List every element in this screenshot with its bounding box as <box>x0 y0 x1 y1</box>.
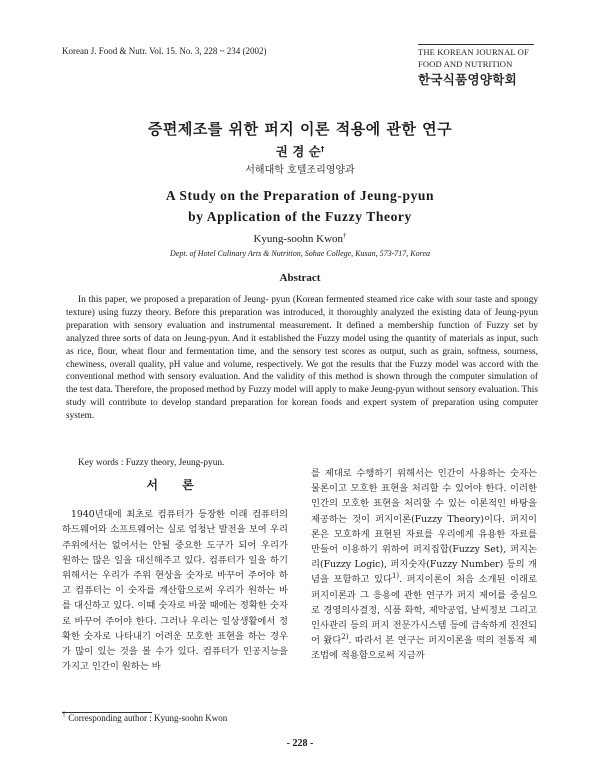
footnote-mark: † <box>62 710 66 719</box>
reference-1[interactable]: 1) <box>391 572 400 581</box>
journal-name-ko: 한국식품영양학회 <box>418 72 518 87</box>
abstract-heading: Abstract <box>279 272 321 284</box>
affiliation-english: Dept. of Hotel Culinary Arts & Nutrition, Sohae College, Kusan, 573-717, Korea <box>170 249 430 258</box>
journal-citation: Korean J. Food & Nutr. Vol. 15. No. 3, 228 ~ 234 (2002) <box>62 46 267 56</box>
author-english-mark: † <box>343 231 347 240</box>
paper-title-english-line1: A Study on the Preparation of Jeung-pyun <box>165 188 435 203</box>
keywords: Key words : Fuzzy theory, Jeung-pyun. <box>78 458 225 468</box>
paper-title-english <box>0 185 600 227</box>
journal-name-en-line2: FOOD AND NUTRITION <box>418 59 513 69</box>
intro-right-text-1: 를 제대로 수행하기 위해서는 인간이 사용하는 숫자는 물론이고 모호한 표현을 처리할 수 있어야 한다. 이러한 인간의 모호한 표현을 처리할 수 있는 이론적인 바탕을 제공하는 것이 퍼지이론(Fuzzy Theory)이다. 퍼지이론은 모호하게 표현된 자료를 우리에게 유용한 자료를 만들어 이용하기 위하여 퍼지집합(Fuzzy Set), 퍼지논리(Fuzzy Logic), 퍼지숫자(Fuzzy Number) 등의 개념을 포함하고 있다 <box>311 468 537 586</box>
section-heading-introduction: 서 론 <box>146 478 204 492</box>
right-column <box>311 466 537 664</box>
intro-paragraph-left: 1940년대에 최초로 컴퓨터가 등장한 이래 컴퓨터의 하드웨어와 소프트웨어는 실로 엄청난 발전을 보여 우리 주위에서는 없어서는 안될 중요한 도구가 되어 우리가 원하는 많은 일을 대신해주고 있다. 컴퓨터가 일을 하기 위해서는 우리가 주위 현상을 숫자로 바꾸어 주어야 하고 컴퓨터는 이 숫자를 계산함으로써 우리가 원하는 바를 대신하고 있다. 이때 숫자로 바꿀 때에는 정확한 숫자로 바꾸어 주어야 한다. 그러나 우리는 일상생활에서 정확한 숫자로 나타내기 어려운 모호한 표현을 하는 경우가 많이 있는 것을 볼 수가 있다. 컴퓨터가 인공지능을 가지고 인간이 원하는 바 <box>62 509 288 673</box>
author-korean-mark: † <box>320 144 325 153</box>
author-korean <box>0 142 600 160</box>
paper-title-korean: 증편제조를 위한 퍼지 이론 적용에 관한 연구 <box>147 120 453 138</box>
reference-2[interactable]: 2) <box>341 633 349 642</box>
affiliation-korean: 서해대학 호텔조리영양과 <box>245 165 355 176</box>
abstract-body: In this paper, we proposed a preparation of Jeung- pyun (Korean fermented steamed rice cake with sour taste and spongy texture) using fuzzy theory. Before this preparation was introduced, it thoroughly analyzed the existing data of Jeung-pyun preparation with sensory evaluation and instrumental measurement. It defined a membership function of Fuzzy set by analyzed three sorts of data on Jeung-pyun. And it established the Fuzzy model using the quantity of materials as input, such as rice, flour, wheat flour and fermentation time, and the sensory test scores as output, such as grain, softness, sourness, chewiness, overall quality, pH value and volume, respectively. We got the results that the Fuzzy model was accord with the conventional method with sensory evaluation. And the validity of this method is shown through the computer simulation of the test data. Therefore, the proposed method by Fuzzy model will apply to make Jeung-pyun without sensory evaluation. This study will contribute to develop standard preparation for korean foods and expert system of preparation using computer system. <box>66 295 538 422</box>
journal-logo <box>418 44 534 88</box>
intro-right-text-3: . 따라서 본 연구는 퍼지이론을 떡의 전통적 제조법에 적용함으로써 지금까 <box>311 635 538 662</box>
journal-name-en-line1: THE KOREAN JOURNAL OF <box>418 47 529 57</box>
footnote <box>62 710 228 723</box>
paper-title-english-line2: by Application of the Fuzzy Theory <box>188 209 412 224</box>
left-column <box>62 478 288 674</box>
author-korean-name: 권 경 순 <box>275 144 321 159</box>
page-number: - 228 - <box>286 738 314 749</box>
author-english <box>0 233 600 245</box>
intro-paragraph-right <box>311 466 537 664</box>
intro-right-text-2: . 퍼지이론이 처음 소개된 이래로 퍼지이론과 그 응용에 관한 연구가 퍼지 제어를 중심으로 경영의사결정, 식품 화학, 제약공업, 날씨정보 그리고 인사관리 등의 퍼지 전문가시스템 등에 급속하게 진전되어 왔다 <box>311 574 537 647</box>
footnote-text: Corresponding author : Kyung-soohn Kwon <box>66 713 228 723</box>
author-english-name: Kyung-soohn Kwon <box>253 233 344 245</box>
